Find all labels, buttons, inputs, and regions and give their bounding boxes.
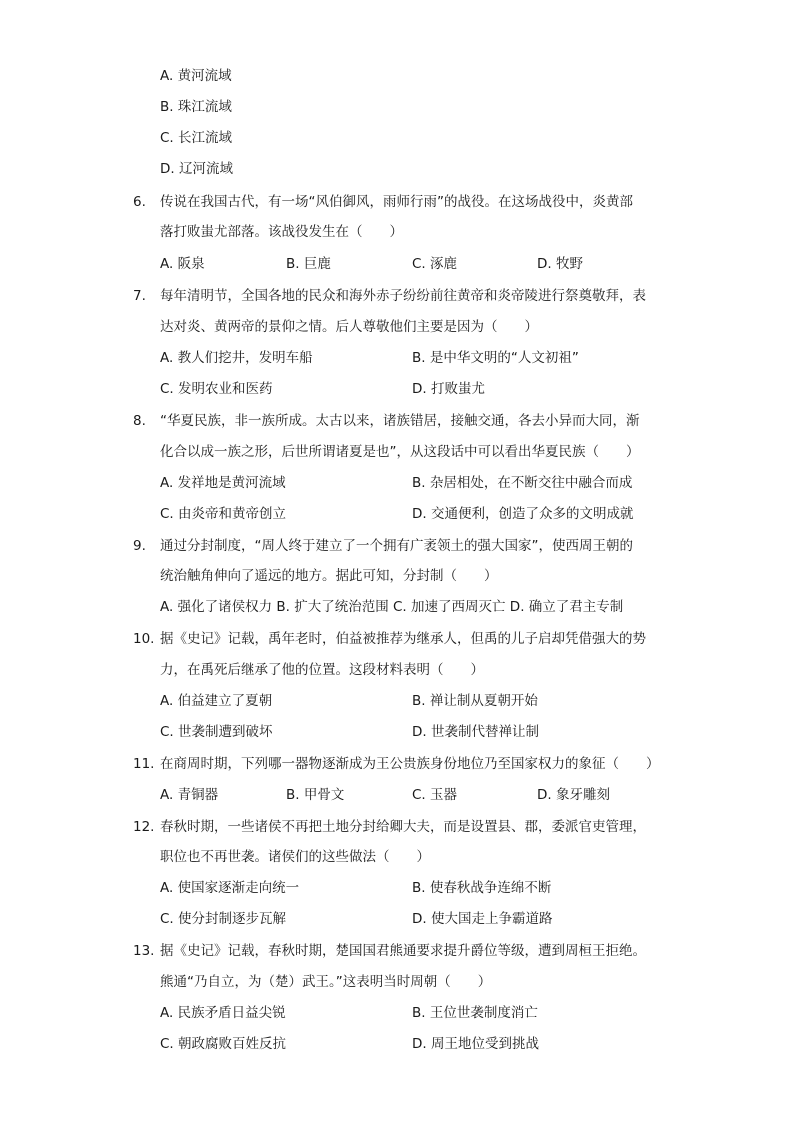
q11-option-b: B. 甲骨文 — [286, 787, 345, 803]
q10-number: 10. — [133, 631, 155, 647]
q5-option-d: D. 辽河流域 — [160, 161, 233, 177]
q9-stem-line2: 统治触角伸向了遥远的地方。据此可知，分封制（ ） — [160, 568, 498, 584]
q9-options: A. 强化了诸侯权力 B. 扩大了统治范围 C. 加速了西周灭亡 D. 确立了君主专制 — [160, 599, 624, 615]
q13-stem-line1: 据《史记》记载，春秋时期，楚国国君熊通要求提升爵位等级，遭到周桓王拒绝。 — [160, 943, 646, 959]
q5-option-a: A. 黄河流域 — [160, 68, 232, 84]
q10-option-c: C. 世袭制遭到破坏 — [160, 724, 273, 740]
q8-stem-line2: 化合以成一族之形，后世所谓诸夏是也”，从这段话中可以看出华夏民族（ ） — [160, 444, 640, 460]
q6-option-b: B. 巨鹿 — [286, 256, 331, 272]
q6-stem-line1: 传说在我国古代，有一场“风伯御风，雨师行雨”的战役。在这场战役中，炎黄部 — [160, 194, 633, 210]
q8-stem-line1: “华夏民族，非一族所成。太古以来，诸族错居，接触交通，各去小异而大同，渐 — [160, 413, 640, 429]
q11-option-c: C. 玉器 — [412, 787, 458, 803]
q12-number: 12. — [133, 819, 155, 835]
q12-stem-line2: 职位也不再世袭。诸侯们的这些做法（ ） — [160, 849, 430, 865]
q8-number: 8. — [133, 413, 146, 429]
q9-number: 9. — [133, 538, 146, 554]
q5-option-b: B. 珠江流域 — [160, 99, 232, 115]
q7-number: 7. — [133, 288, 146, 304]
q13-option-d: D. 周王地位受到挑战 — [412, 1036, 539, 1052]
q10-option-d: D. 世袭制代替禅让制 — [412, 724, 539, 740]
q7-option-d: D. 打败蚩尤 — [412, 381, 485, 397]
q13-number: 13. — [133, 943, 155, 959]
q12-stem-line1: 春秋时期，一些诸侯不再把土地分封给卿大夫，而是设置县、郡，委派官吏管理， — [160, 819, 646, 835]
q9-stem-line1: 通过分封制度，“周人终于建立了一个拥有广袤领土的强大国家”，使西周王朝的 — [160, 538, 633, 554]
q12-option-d: D. 使大国走上争霸道路 — [412, 911, 553, 927]
q7-stem-line1: 每年清明节，全国各地的民众和海外赤子纷纷前往黄帝和炎帝陵进行祭奠敬拜，表 — [160, 288, 646, 304]
q8-option-a: A. 发祥地是黄河流域 — [160, 475, 286, 491]
q7-stem-line2: 达对炎、黄两帝的景仰之情。后人尊敬他们主要是因为（ ） — [160, 319, 538, 335]
q11-number: 11. — [133, 756, 155, 772]
q11-option-d: D. 象牙雕刻 — [537, 787, 610, 803]
q10-stem-line2: 力，在禹死后继承了他的位置。这段材料表明（ ） — [160, 662, 484, 678]
q7-option-a: A. 教人们挖井，发明车船 — [160, 350, 313, 366]
q11-stem-line1: 在商周时期，下列哪一器物逐渐成为王公贵族身份地位乃至国家权力的象征（ ） — [160, 756, 660, 772]
q13-option-a: A. 民族矛盾日益尖锐 — [160, 1005, 286, 1021]
q7-option-c: C. 发明农业和医药 — [160, 381, 273, 397]
q6-option-a: A. 阪泉 — [160, 256, 205, 272]
q11-option-a: A. 青铜器 — [160, 787, 219, 803]
q6-option-c: C. 涿鹿 — [412, 256, 458, 272]
q8-option-d: D. 交通便利，创造了众多的文明成就 — [412, 506, 634, 522]
q12-option-c: C. 使分封制逐步瓦解 — [160, 911, 287, 927]
q8-option-b: B. 杂居相处，在不断交往中融合而成 — [412, 475, 633, 491]
q6-stem-line2: 落打败蚩尤部落。该战役发生在（ ） — [160, 224, 403, 240]
q10-option-b: B. 禅让制从夏朝开始 — [412, 693, 538, 709]
q13-stem-line2: 熊通“乃自立，为（楚）武王。”这表明当时周朝（ ） — [160, 974, 492, 990]
q12-option-a: A. 使国家逐渐走向统一 — [160, 880, 300, 896]
q6-number: 6. — [133, 194, 146, 210]
q5-option-c: C. 长江流域 — [160, 130, 233, 146]
q13-option-c: C. 朝政腐败百姓反抗 — [160, 1036, 287, 1052]
q10-option-a: A. 伯益建立了夏朝 — [160, 693, 273, 709]
q10-stem-line1: 据《史记》记载，禹年老时，伯益被推荐为继承人，但禹的儿子启却凭借强大的势 — [160, 631, 646, 647]
q13-option-b: B. 王位世袭制度消亡 — [412, 1005, 538, 1021]
q8-option-c: C. 由炎帝和黄帝创立 — [160, 506, 287, 522]
q7-option-b: B. 是中华文明的“人文初祖” — [412, 350, 579, 366]
q12-option-b: B. 使春秋战争连绵不断 — [412, 880, 552, 896]
q6-option-d: D. 牧野 — [537, 256, 583, 272]
